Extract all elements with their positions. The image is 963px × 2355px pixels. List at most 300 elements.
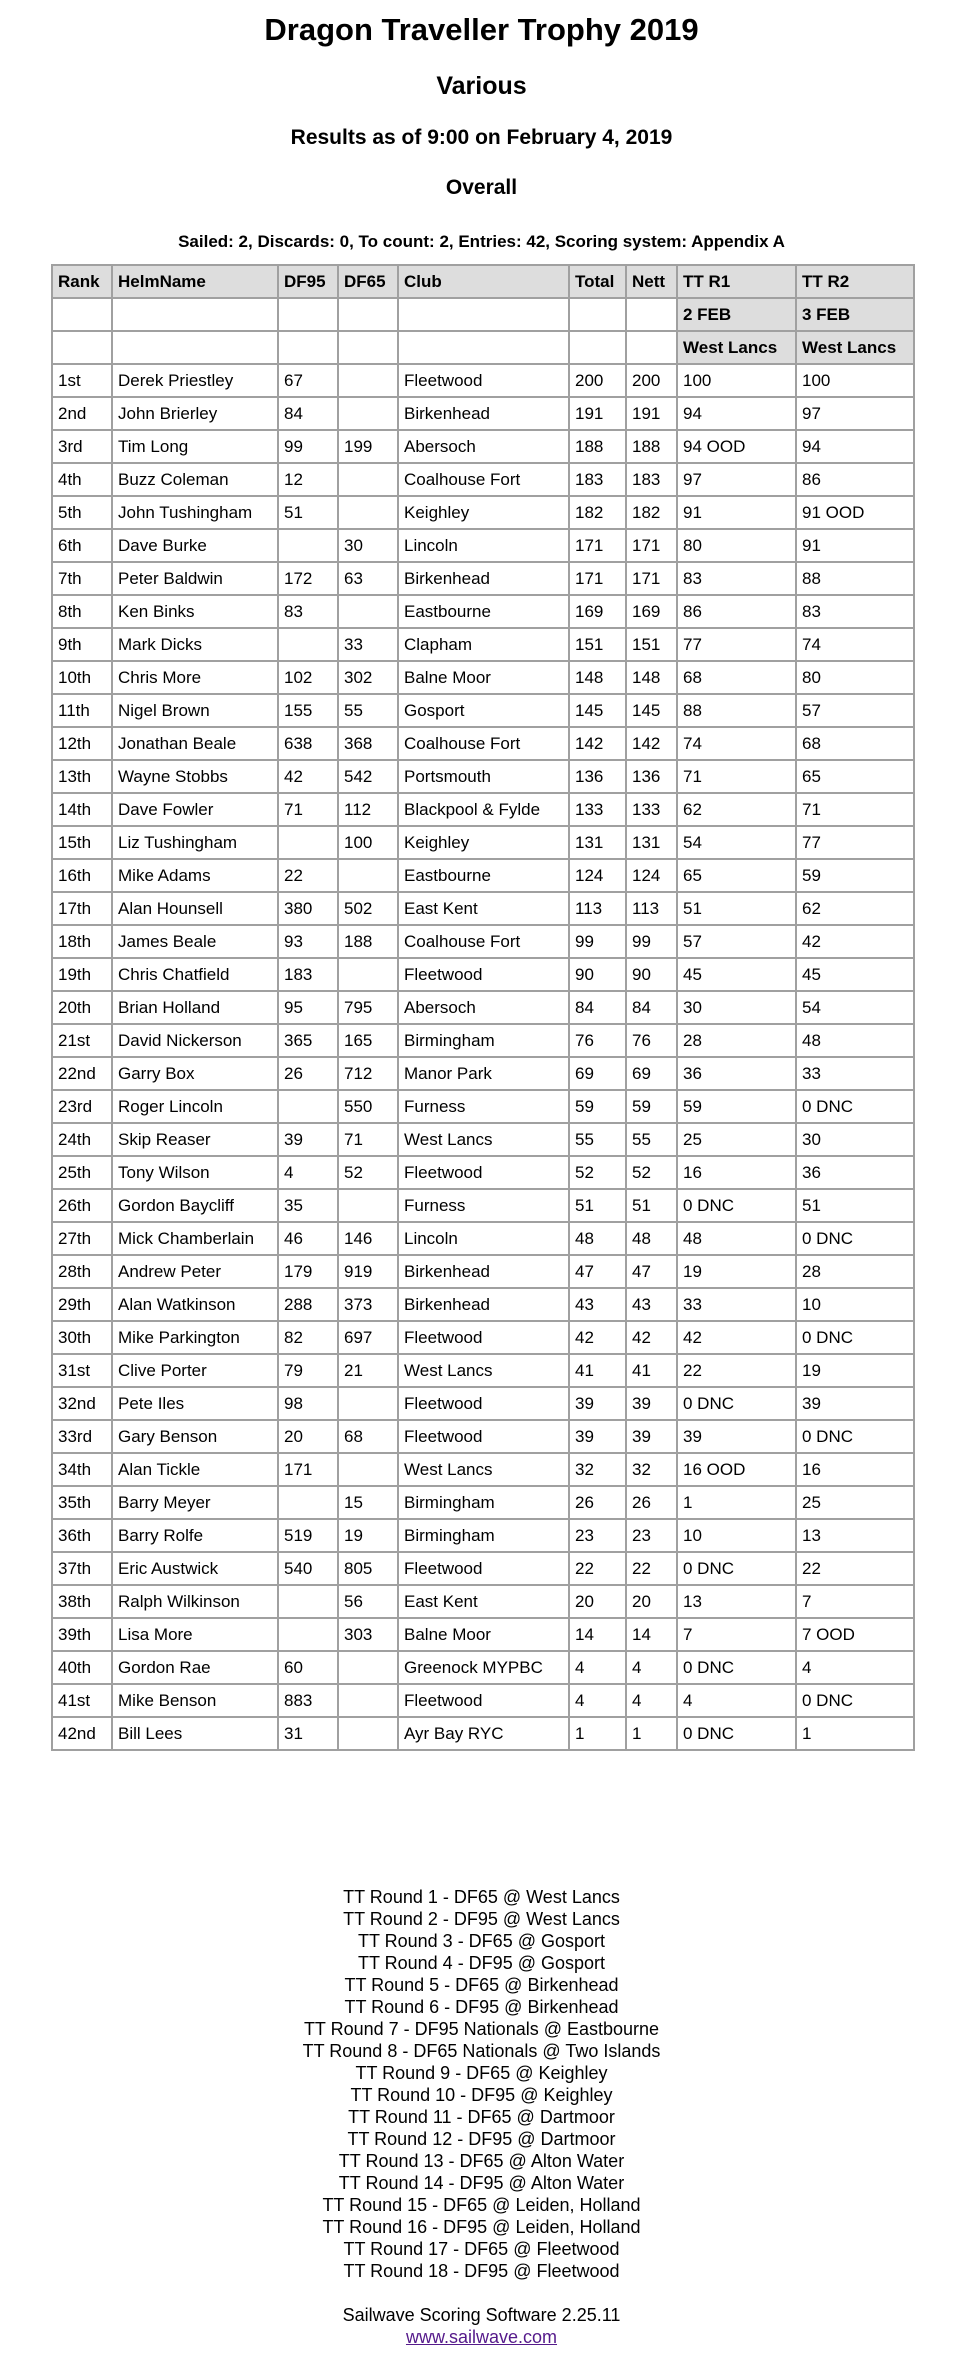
rank-cell: 15th [52,826,112,859]
tt-r1-cell: 36 [677,1057,796,1090]
club-cell: West Lancs [398,1354,569,1387]
tt-r2-cell: 10 [796,1288,914,1321]
blank-cell [52,331,112,364]
blank-cell [52,298,112,331]
table-row [52,727,914,760]
tt-r2-cell: 7 OOD [796,1618,914,1651]
club-cell: Coalhouse Fort [398,463,569,496]
tt-r2-cell: 65 [796,760,914,793]
club-cell: Portsmouth [398,760,569,793]
nett-cell: 169 [626,595,677,628]
nett-cell: 20 [626,1585,677,1618]
helm-name-cell: Lisa More [112,1618,278,1651]
nett-cell: 145 [626,694,677,727]
df65-cell [338,1189,398,1222]
df95-cell: 883 [278,1684,338,1717]
helm-name-cell: Mick Chamberlain [112,1222,278,1255]
total-cell: 169 [569,595,626,628]
tt-r1-cell: 33 [677,1288,796,1321]
helm-name-cell: David Nickerson [112,1024,278,1057]
rank-cell: 27th [52,1222,112,1255]
tt-r2-cell: 1 [796,1717,914,1750]
nett-cell: 171 [626,529,677,562]
df95-cell: 540 [278,1552,338,1585]
df95-cell: 26 [278,1057,338,1090]
tt-r1-cell: 94 OOD [677,430,796,463]
nett-cell: 136 [626,760,677,793]
total-cell: 136 [569,760,626,793]
venue-heading: Various [436,72,527,100]
tt-r2-cell: 83 [796,595,914,628]
nett-cell: 41 [626,1354,677,1387]
total-cell: 145 [569,694,626,727]
df95-cell: 179 [278,1255,338,1288]
df95-cell: 46 [278,1222,338,1255]
club-cell: Birkenhead [398,1288,569,1321]
table-row [52,1684,914,1717]
helm-name-cell: Ken Binks [112,595,278,628]
table-row [52,1651,914,1684]
df65-cell: 199 [338,430,398,463]
df65-cell: 71 [338,1123,398,1156]
tt-r2-cell: 33 [796,1057,914,1090]
helm-name-cell: Chris Chatfield [112,958,278,991]
round-item: TT Round 3 - DF65 @ Gosport [357,1931,606,1951]
club-cell: Fleetwood [398,1156,569,1189]
total-cell: 14 [569,1618,626,1651]
nett-cell: 76 [626,1024,677,1057]
blank-cell [626,331,677,364]
club-cell: Balne Moor [398,1618,569,1651]
tt-r1-cell: 16 OOD [677,1453,796,1486]
club-cell: Balne Moor [398,661,569,694]
helm-name-cell: Chris More [112,661,278,694]
df65-cell: 795 [338,991,398,1024]
round-item: TT Round 4 - DF95 @ Gosport [357,1953,606,1973]
tt-r1-cell: 68 [677,661,796,694]
df65-cell [338,1453,398,1486]
rank-cell: 21st [52,1024,112,1057]
tt-r2-cell: 48 [796,1024,914,1057]
rank-cell: 37th [52,1552,112,1585]
rank-cell: 2nd [52,397,112,430]
tt-r2-cell: 54 [796,991,914,1024]
tt-r2-cell: 71 [796,793,914,826]
df65-cell [338,1651,398,1684]
helm-name-cell: Liz Tushingham [112,826,278,859]
df95-cell: 99 [278,430,338,463]
club-cell: Fleetwood [398,1552,569,1585]
df95-cell: 79 [278,1354,338,1387]
rank-cell: 17th [52,892,112,925]
total-cell: 171 [569,529,626,562]
df65-cell: 919 [338,1255,398,1288]
table-row [52,1354,914,1387]
nett-cell: 113 [626,892,677,925]
nett-cell: 23 [626,1519,677,1552]
tt-r2-cell: 7 [796,1585,914,1618]
blank-cell [569,298,626,331]
tt-r1-cell: 83 [677,562,796,595]
rank-cell: 26th [52,1189,112,1222]
helm-name-cell: Tony Wilson [112,1156,278,1189]
club-cell: Lincoln [398,529,569,562]
round-item: TT Round 13 - DF65 @ Alton Water [338,2151,625,2171]
table-row [52,1189,914,1222]
col-header-df65: DF65 [338,265,398,298]
total-cell: 183 [569,463,626,496]
df65-cell: 19 [338,1519,398,1552]
helm-name-cell: Gordon Rae [112,1651,278,1684]
nett-cell: 69 [626,1057,677,1090]
df65-cell [338,496,398,529]
nett-cell: 52 [626,1156,677,1189]
tt-r2-cell: 25 [796,1486,914,1519]
total-cell: 51 [569,1189,626,1222]
df65-cell [338,595,398,628]
rank-cell: 4th [52,463,112,496]
df65-cell: 368 [338,727,398,760]
blank-cell [569,331,626,364]
nett-cell: 14 [626,1618,677,1651]
helm-name-cell: Skip Reaser [112,1123,278,1156]
table-row [52,1222,914,1255]
tt-r1-cell: 71 [677,760,796,793]
helm-name-cell: Alan Hounsell [112,892,278,925]
df65-cell: 21 [338,1354,398,1387]
df95-cell [278,1585,338,1618]
nett-cell: 133 [626,793,677,826]
col-header-df95: DF95 [278,265,338,298]
club-cell: Abersoch [398,991,569,1024]
total-cell: 191 [569,397,626,430]
blank-cell [278,331,338,364]
tt-r2-cell: 4 [796,1651,914,1684]
nett-cell: 188 [626,430,677,463]
helm-name-cell: Garry Box [112,1057,278,1090]
tt-r1-cell: 4 [677,1684,796,1717]
df65-cell: 188 [338,925,398,958]
table-row [52,1288,914,1321]
club-cell: Fleetwood [398,1684,569,1717]
helm-name-cell: Clive Porter [112,1354,278,1387]
df65-cell: 15 [338,1486,398,1519]
round-item: TT Round 6 - DF95 @ Birkenhead [344,1997,619,2017]
table-row [52,595,914,628]
rank-cell: 10th [52,661,112,694]
total-cell: 41 [569,1354,626,1387]
race-venue-r1: West Lancs [677,331,796,364]
club-cell: Coalhouse Fort [398,925,569,958]
club-cell: West Lancs [398,1123,569,1156]
nett-cell: 191 [626,397,677,430]
helm-name-cell: Buzz Coleman [112,463,278,496]
tt-r1-cell: 62 [677,793,796,826]
table-row [52,1453,914,1486]
club-cell: Blackpool & Fylde [398,793,569,826]
df95-cell: 155 [278,694,338,727]
rank-cell: 36th [52,1519,112,1552]
total-cell: 69 [569,1057,626,1090]
club-cell: Coalhouse Fort [398,727,569,760]
club-cell: Clapham [398,628,569,661]
round-item: TT Round 1 - DF65 @ West Lancs [343,1887,620,1907]
df95-cell: 98 [278,1387,338,1420]
df65-cell: 805 [338,1552,398,1585]
nett-cell: 26 [626,1486,677,1519]
blank-cell [338,298,398,331]
tt-r1-cell: 19 [677,1255,796,1288]
round-item: TT Round 14 - DF95 @ Alton Water [338,2173,625,2193]
total-cell: 55 [569,1123,626,1156]
table-row [52,958,914,991]
nett-cell: 131 [626,826,677,859]
table-row [52,859,914,892]
nett-cell: 4 [626,1684,677,1717]
helm-name-cell: Barry Meyer [112,1486,278,1519]
table-row [52,1585,914,1618]
club-cell: Eastbourne [398,859,569,892]
helm-name-cell: Mike Parkington [112,1321,278,1354]
club-cell: Furness [398,1090,569,1123]
df95-cell [278,826,338,859]
table-row [52,826,914,859]
nett-cell: 148 [626,661,677,694]
tt-r1-cell: 65 [677,859,796,892]
total-cell: 76 [569,1024,626,1057]
helm-name-cell: Alan Tickle [112,1453,278,1486]
df95-cell: 172 [278,562,338,595]
club-cell: Greenock MYPBC [398,1651,569,1684]
total-cell: 200 [569,364,626,397]
table-row [52,1090,914,1123]
club-cell: Gosport [398,694,569,727]
club-cell: Eastbourne [398,595,569,628]
blank-cell [398,331,569,364]
total-cell: 32 [569,1453,626,1486]
helm-name-cell: Pete Iles [112,1387,278,1420]
helm-name-cell: Mark Dicks [112,628,278,661]
df65-cell: 100 [338,826,398,859]
tt-r1-cell: 30 [677,991,796,1024]
tt-r2-cell: 13 [796,1519,914,1552]
tt-r2-cell: 77 [796,826,914,859]
total-cell: 99 [569,925,626,958]
tt-r1-cell: 54 [677,826,796,859]
tt-r2-cell: 100 [796,364,914,397]
df65-cell: 550 [338,1090,398,1123]
tt-r1-cell: 10 [677,1519,796,1552]
results-body [52,364,914,1750]
table-row [52,892,914,925]
helm-name-cell: Bill Lees [112,1717,278,1750]
round-item: TT Round 11 - DF65 @ Dartmoor [348,2107,615,2127]
table-row [52,1717,914,1750]
rank-cell: 29th [52,1288,112,1321]
tt-r2-cell: 0 DNC [796,1222,914,1255]
tt-r1-cell: 59 [677,1090,796,1123]
nett-cell: 55 [626,1123,677,1156]
df95-cell: 519 [278,1519,338,1552]
blank-cell [398,298,569,331]
df65-cell [338,364,398,397]
club-cell: Keighley [398,826,569,859]
total-cell: 39 [569,1420,626,1453]
rank-cell: 30th [52,1321,112,1354]
df95-cell: 4 [278,1156,338,1189]
total-cell: 23 [569,1519,626,1552]
tt-r2-cell: 39 [796,1387,914,1420]
nett-cell: 124 [626,859,677,892]
df65-cell [338,1717,398,1750]
table-row [52,991,914,1024]
total-cell: 1 [569,1717,626,1750]
results-timestamp: Results as of 9:00 on February 4, 2019 [290,126,673,149]
tt-r1-cell: 57 [677,925,796,958]
club-cell: Furness [398,1189,569,1222]
total-cell: 182 [569,496,626,529]
rank-cell: 32nd [52,1387,112,1420]
total-cell: 188 [569,430,626,463]
rank-cell: 41st [52,1684,112,1717]
helm-name-cell: Derek Priestley [112,364,278,397]
rank-cell: 18th [52,925,112,958]
rank-cell: 34th [52,1453,112,1486]
rank-cell: 31st [52,1354,112,1387]
df95-cell: 93 [278,925,338,958]
tt-r1-cell: 0 DNC [677,1387,796,1420]
table-row [52,1123,914,1156]
helm-name-cell: Dave Fowler [112,793,278,826]
helm-name-cell: John Brierley [112,397,278,430]
tt-r2-cell: 28 [796,1255,914,1288]
nett-cell: 39 [626,1387,677,1420]
helm-name-cell: Alan Watkinson [112,1288,278,1321]
tt-r1-cell: 45 [677,958,796,991]
nett-cell: 200 [626,364,677,397]
tt-r2-cell: 30 [796,1123,914,1156]
df95-cell [278,1486,338,1519]
df65-cell: 112 [338,793,398,826]
total-cell: 48 [569,1222,626,1255]
df95-cell: 35 [278,1189,338,1222]
tt-r1-cell: 0 DNC [677,1717,796,1750]
table-row [52,496,914,529]
df95-cell: 39 [278,1123,338,1156]
tt-r2-cell: 80 [796,661,914,694]
rank-cell: 19th [52,958,112,991]
rank-cell: 35th [52,1486,112,1519]
rank-cell: 40th [52,1651,112,1684]
col-header-rank: Rank [52,265,112,298]
results-table [51,264,915,1751]
tt-r1-cell: 97 [677,463,796,496]
df65-cell [338,397,398,430]
club-cell: Birkenhead [398,1255,569,1288]
table-row [52,1618,914,1651]
tt-r2-cell: 45 [796,958,914,991]
table-row [52,1486,914,1519]
nett-cell: 171 [626,562,677,595]
table-row [52,562,914,595]
round-item: TT Round 12 - DF95 @ Dartmoor [347,2129,616,2149]
rank-cell: 38th [52,1585,112,1618]
helm-name-cell: John Tushingham [112,496,278,529]
rank-cell: 12th [52,727,112,760]
tt-r1-cell: 91 [677,496,796,529]
df65-cell: 55 [338,694,398,727]
tt-r1-cell: 7 [677,1618,796,1651]
nett-cell: 142 [626,727,677,760]
col-header-nett: Nett [626,265,677,298]
round-item: TT Round 10 - DF95 @ Keighley [350,2085,613,2105]
race-date-r1: 2 FEB [677,298,796,331]
rank-cell: 11th [52,694,112,727]
tt-r1-cell: 86 [677,595,796,628]
tt-r2-cell: 94 [796,430,914,463]
df65-cell: 68 [338,1420,398,1453]
helm-name-cell: Jonathan Beale [112,727,278,760]
rank-cell: 6th [52,529,112,562]
df65-cell [338,1684,398,1717]
total-cell: 131 [569,826,626,859]
tt-r1-cell: 25 [677,1123,796,1156]
total-cell: 47 [569,1255,626,1288]
table-row [52,760,914,793]
df65-cell: 502 [338,892,398,925]
club-cell: Manor Park [398,1057,569,1090]
nett-cell: 183 [626,463,677,496]
total-cell: 124 [569,859,626,892]
club-cell: Lincoln [398,1222,569,1255]
table-row [52,793,914,826]
round-item: TT Round 8 - DF65 Nationals @ Two Islands [302,2041,661,2061]
df95-cell [278,628,338,661]
club-cell: East Kent [398,892,569,925]
df95-cell: 84 [278,397,338,430]
nett-cell: 151 [626,628,677,661]
table-row [52,463,914,496]
helm-name-cell: James Beale [112,925,278,958]
sailwave-link[interactable]: www.sailwave.com [405,2327,558,2347]
nett-cell: 90 [626,958,677,991]
round-item: TT Round 16 - DF95 @ Leiden, Holland [322,2217,641,2237]
col-header-club: Club [398,265,569,298]
club-cell: West Lancs [398,1453,569,1486]
total-cell: 148 [569,661,626,694]
total-cell: 59 [569,1090,626,1123]
df95-cell [278,1618,338,1651]
page-title: Dragon Traveller Trophy 2019 [264,12,699,47]
tt-r1-cell: 1 [677,1486,796,1519]
df65-cell: 33 [338,628,398,661]
round-item: TT Round 15 - DF65 @ Leiden, Holland [322,2195,641,2215]
total-cell: 4 [569,1684,626,1717]
helm-name-cell: Andrew Peter [112,1255,278,1288]
series-heading: Overall [445,176,518,199]
tt-r2-cell: 19 [796,1354,914,1387]
helm-name-cell: Roger Lincoln [112,1090,278,1123]
total-cell: 26 [569,1486,626,1519]
tt-r1-cell: 51 [677,892,796,925]
total-cell: 52 [569,1156,626,1189]
club-cell: Birkenhead [398,397,569,430]
tt-r2-cell: 42 [796,925,914,958]
col-header-tt-r1: TT R1 [677,265,796,298]
rank-cell: 20th [52,991,112,1024]
table-row [52,1321,914,1354]
helm-name-cell: Wayne Stobbs [112,760,278,793]
